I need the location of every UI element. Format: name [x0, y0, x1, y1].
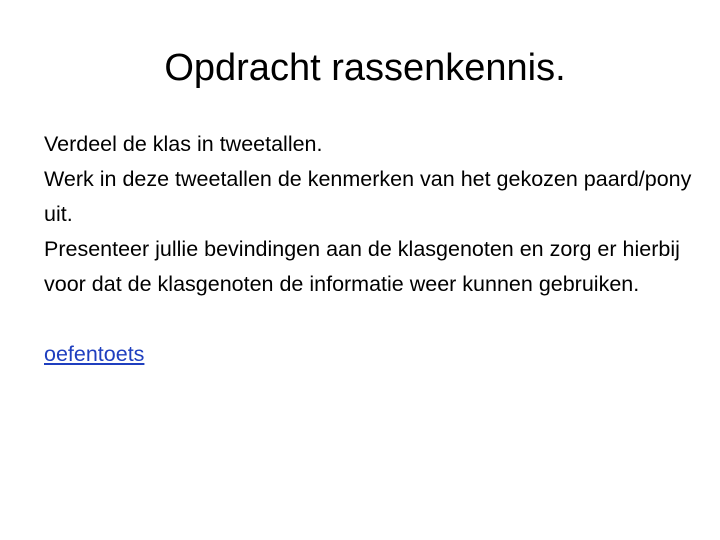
link-line — [44, 337, 694, 372]
oefentoets-link[interactable]: oefentoets — [44, 342, 145, 366]
slide-title: Opdracht rassenkennis. — [164, 47, 566, 89]
instruction-paragraph: Presenteer jullie bevindingen aan de klasgenoten en zorg er hierbij voor dat de klasgenoten de informatie weer kunnen gebruiken. — [44, 237, 680, 296]
instruction-paragraph: Verdeel de klas in tweetallen. — [44, 132, 323, 156]
slide-body — [44, 127, 694, 372]
instruction-paragraph: Werk in deze tweetallen de kenmerken van het gekozen paard/pony uit. — [44, 167, 692, 226]
